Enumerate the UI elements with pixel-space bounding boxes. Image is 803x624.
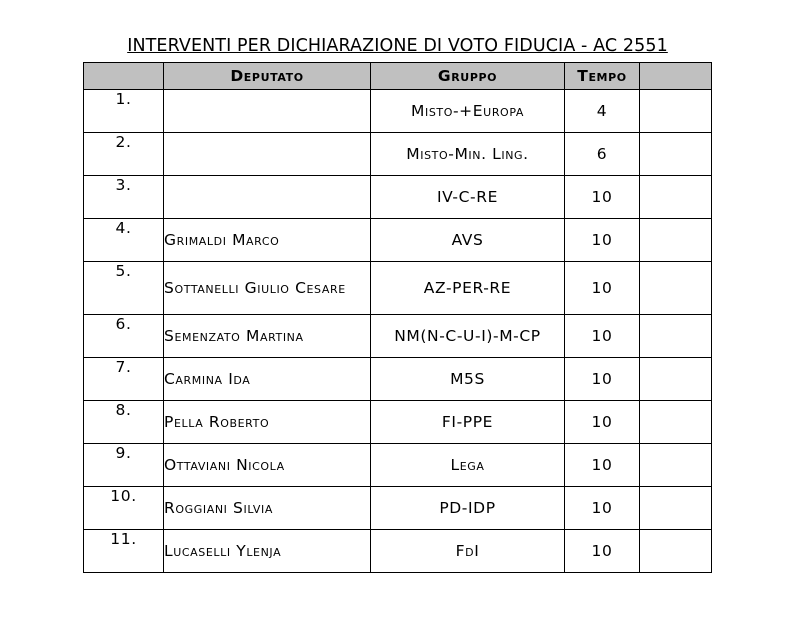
row-tempo: 10 xyxy=(565,444,640,487)
header-gruppo: Gruppo xyxy=(371,63,565,90)
row-gruppo: AZ-PER-RE xyxy=(371,262,565,315)
row-number: 4. xyxy=(84,219,164,262)
header-deputato: Deputato xyxy=(164,63,371,90)
row-tempo: 10 xyxy=(565,315,640,358)
row-deputato: Semenzato Martina xyxy=(164,315,371,358)
row-number: 11. xyxy=(84,530,164,573)
row-deputato: Roggiani Silvia xyxy=(164,487,371,530)
row-extra xyxy=(640,219,712,262)
row-deputato: Carmina Ida xyxy=(164,358,371,401)
table-header-row xyxy=(84,63,712,90)
row-extra xyxy=(640,358,712,401)
row-number: 9. xyxy=(84,444,164,487)
row-tempo: 10 xyxy=(565,262,640,315)
row-deputato xyxy=(164,90,371,133)
row-number: 2. xyxy=(84,133,164,176)
table-row xyxy=(84,444,712,487)
row-gruppo: NM(N-C-U-I)-M-CP xyxy=(371,315,565,358)
table-row xyxy=(84,219,712,262)
row-deputato: Ottaviani Nicola xyxy=(164,444,371,487)
row-gruppo: IV-C-RE xyxy=(371,176,565,219)
row-deputato: Lucaselli Ylenja xyxy=(164,530,371,573)
row-tempo: 10 xyxy=(565,176,640,219)
row-number: 1. xyxy=(84,90,164,133)
header-tempo: Tempo xyxy=(565,63,640,90)
row-extra xyxy=(640,444,712,487)
table-row xyxy=(84,487,712,530)
row-tempo: 10 xyxy=(565,219,640,262)
row-gruppo: FdI xyxy=(371,530,565,573)
row-tempo: 6 xyxy=(565,133,640,176)
row-tempo: 4 xyxy=(565,90,640,133)
table-row xyxy=(84,133,712,176)
row-number: 10. xyxy=(84,487,164,530)
row-deputato xyxy=(164,176,371,219)
row-extra xyxy=(640,487,712,530)
row-gruppo: AVS xyxy=(371,219,565,262)
row-number: 3. xyxy=(84,176,164,219)
speakers-table xyxy=(83,62,712,573)
row-extra xyxy=(640,401,712,444)
row-tempo: 10 xyxy=(565,358,640,401)
table-row xyxy=(84,176,712,219)
table-row xyxy=(84,530,712,573)
header-extra xyxy=(640,63,712,90)
row-extra xyxy=(640,530,712,573)
table-row xyxy=(84,358,712,401)
row-gruppo: Misto-+Europa xyxy=(371,90,565,133)
row-gruppo: Misto-Min. Ling. xyxy=(371,133,565,176)
row-deputato: Pella Roberto xyxy=(164,401,371,444)
table-row xyxy=(84,262,712,315)
row-extra xyxy=(640,315,712,358)
header-number xyxy=(84,63,164,90)
row-tempo: 10 xyxy=(565,401,640,444)
table-row xyxy=(84,401,712,444)
table-row xyxy=(84,315,712,358)
row-deputato xyxy=(164,133,371,176)
row-tempo: 10 xyxy=(565,487,640,530)
row-gruppo: PD-IDP xyxy=(371,487,565,530)
row-deputato: Grimaldi Marco xyxy=(164,219,371,262)
row-gruppo: Lega xyxy=(371,444,565,487)
row-gruppo: M5S xyxy=(371,358,565,401)
document-title: INTERVENTI PER DICHIARAZIONE DI VOTO FIDUCIA - AC 2551 xyxy=(127,36,668,56)
row-extra xyxy=(640,133,712,176)
row-extra xyxy=(640,262,712,315)
row-extra xyxy=(640,90,712,133)
row-gruppo: FI-PPE xyxy=(371,401,565,444)
row-extra xyxy=(640,176,712,219)
row-number: 8. xyxy=(84,401,164,444)
row-number: 5. xyxy=(84,262,164,315)
row-number: 7. xyxy=(84,358,164,401)
row-deputato: Sottanelli Giulio Cesare xyxy=(164,262,371,315)
row-tempo: 10 xyxy=(565,530,640,573)
table-row xyxy=(84,90,712,133)
row-number: 6. xyxy=(84,315,164,358)
